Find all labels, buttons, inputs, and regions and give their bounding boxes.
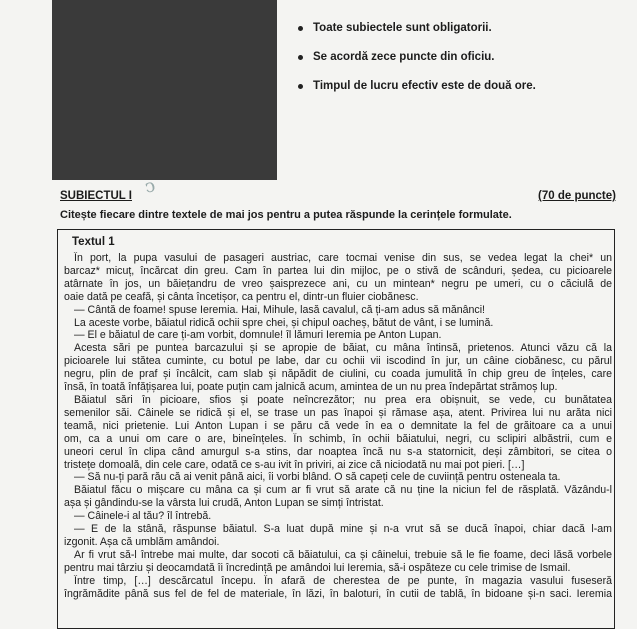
text-line: teamă, nici prietenie. Lui Anton Lupan i se păru că vede în ea o demnitate la fel de grăitoare ca a unui bbox=[64, 419, 612, 432]
text-line: pentru mai târziu și deocamdată îi încredință pe amândoi lui Ieremia, să-i ospăteze cu cele trimise de Ismail. bbox=[64, 561, 571, 574]
text-line: Acesta sări pe puntea barcazului și se apropie de băiat, cu mâna întinsă, prietenos. Atunci văzu că la bbox=[74, 342, 612, 355]
redacted-header-block bbox=[52, 0, 277, 180]
text-line: izgonit. Așa că umblăm amândoi. bbox=[64, 535, 220, 548]
text-line: Între timp, […] descărcatul începu. În afară de cherestea de pe punte, în magazia vasului fuseseră bbox=[74, 574, 612, 587]
rule-text: Toate subiectele sunt obligatorii. bbox=[313, 22, 492, 34]
rule-item bbox=[298, 72, 618, 101]
text-line: însă, în toată înfățișarea lui, poate puțin cam jalnică acum, amintea de un nu prea îndepărtat strămoș lup. bbox=[64, 381, 558, 394]
text-line: — E de la stână, răspunse băiatul. S-a luat după mine și n-a vrut să se ducă înapoi, chiar dacă l-am bbox=[74, 523, 612, 536]
rule-item bbox=[298, 14, 618, 43]
subject-points: (70 de puncte) bbox=[538, 190, 616, 202]
text-line: — Să nu-ți pară rău că ai venit până aici, îi vorbi blând. O să capeți cele de cuviință pentru osteneala ta. bbox=[74, 471, 561, 484]
rule-text: Timpul de lucru efectiv este de două ore. bbox=[313, 80, 536, 92]
exam-rules-list bbox=[298, 0, 618, 101]
text-line: Ar fi vrut să-l întrebe mai multe, dar socoti că băiatului, ca și câinelui, trebuie să le fie foame, deci lăsă vorbele bbox=[74, 548, 612, 561]
text-line: îngrămădite până sus fel de fel de materiale, în lăzi, în baloturi, în cutii de tablă, în bidoane și-n saci. Ieremia bbox=[64, 587, 612, 600]
text-line: uneori cerul în clipa când amurgul s-a stins, dar noaptea încă nu s-a statornicit, deși zâmbitori, se citea o bbox=[64, 445, 612, 458]
text-line: așa și gândindu-se la vârsta lui crudă, Anton Lupan se simți întristat. bbox=[64, 497, 384, 510]
text-line: atârnate în jos, un băiețandru de vreo șaisprezece ani, cu un mintean* negru pe umeri, cu o căciulă de bbox=[64, 277, 612, 290]
text-line: barcaz* micuț, încărcat din greu. Cam în partea lui din mijloc, pe o stivă de scânduri, ședea, cu picioarele bbox=[64, 264, 612, 277]
text-line: Băiatul sări în picioare, sfios și poate neîncrezător; nu prea era obișnuit, se vede, cu bunătatea bbox=[74, 393, 612, 406]
text-line: tristețe domoală, din cele care, odată ce s-au ivit în priviri, ai zice că niciodată nu mai pot pieri. […] bbox=[64, 458, 525, 471]
rule-text: Se acordă zece puncte din oficiu. bbox=[313, 51, 495, 63]
text-line: — El e băiatul de care ți-am vorbit, domnule! îl lămuri Ieremia pe Anton Lupan. bbox=[74, 329, 442, 342]
bullet-icon bbox=[298, 84, 303, 89]
text-title: Textul 1 bbox=[72, 236, 115, 248]
text-line: oaie dată pe ceafă, și cânta încetișor, ca pentru el, dintr-un fluier ciobănesc. bbox=[64, 290, 419, 303]
bullet-icon bbox=[298, 26, 303, 31]
pencil-mark-icon: ↄ bbox=[142, 175, 158, 198]
subject-title: SUBIECTUL I bbox=[60, 190, 132, 202]
text-line: În port, la pupa vasului de pasageri austriac, care tocmai venise din sus, se vedea legat la chei* un bbox=[74, 252, 612, 264]
text-line: semenilor săi. Câinele se ridică și el, se trase un pas înapoi și rămase așa, atent. Privirea lui nu arăta nici bbox=[64, 406, 612, 419]
text-line: — Cântă de foame! spuse Ieremia. Hai, Mihule, lasă cavalul, că ți-am adus să mănânci! bbox=[74, 303, 485, 316]
subject-heading bbox=[60, 190, 616, 202]
text-line: La aceste vorbe, băiatul ridică ochii spre chei, și chipul oacheș, bătut de vânt, i se lumină. bbox=[74, 316, 494, 329]
text-body bbox=[64, 252, 612, 600]
text-line: Băiatul făcu o mișcare cu mâna ca și cum ar fi vrut să arate că nu ține la niciun fel de răsplată. Văzându-l bbox=[74, 484, 612, 497]
text-line: om, ca a unui om care o are, bineînțeles. În schimb, în ochii băiatului, negri, cu sclipiri albăstrii, cum e bbox=[64, 432, 612, 445]
text-line: — Câinele-i al tău? îl întrebă. bbox=[74, 510, 212, 523]
rule-item bbox=[298, 43, 618, 72]
bullet-icon bbox=[298, 55, 303, 60]
text-line: negru, plin de praf și încâlcit, cam slab și năpădit de ciulini, cu coada jumulită în chip greu de înțeles, care bbox=[64, 368, 612, 381]
instruction-text: Citește fiecare dintre textele de mai jos pentru a putea răspunde la cerințele formulate. bbox=[60, 209, 512, 221]
text-line: picioarele lui stătea cuminte, cu botul pe labe, dar cu ochii vii iscodind în jur, un câine ciobănesc, cu părul bbox=[64, 355, 612, 368]
